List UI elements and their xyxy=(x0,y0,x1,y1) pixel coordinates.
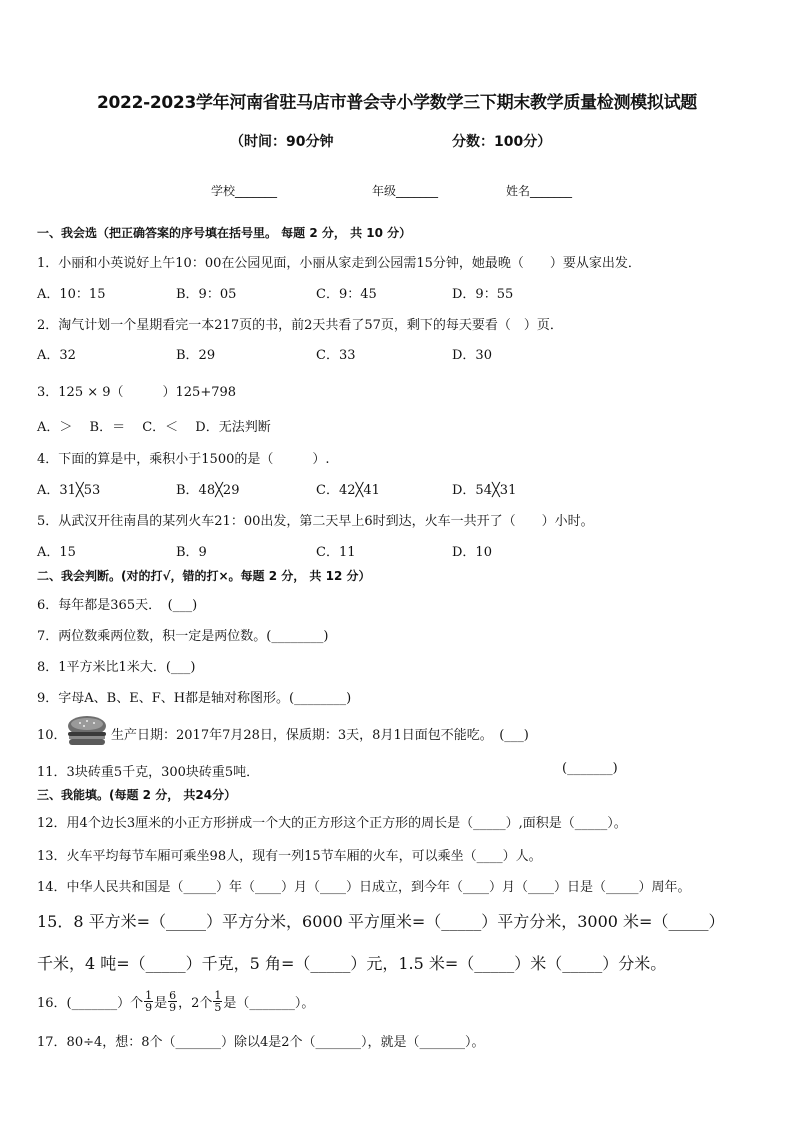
q3-options: A．＞ B．＝ C．＜ D．无法判断 xyxy=(37,420,271,435)
q16-part-b: 是 xyxy=(154,996,168,1011)
question-13: 13．火车平均每节车厢可乘坐98人，现有一列15节车厢的火车，可以乘坐（____）人。 xyxy=(37,849,542,864)
question-2: 2．淘气计划一个星期看完一本217页的书，前2天共看了57页，剩下的每天要看（ ）页． xyxy=(37,318,563,333)
section-heading-3: 三、我能填。(每题 2 分， 共24分） xyxy=(37,788,237,802)
question-1: 1．小丽和小英说好上午10：00在公园见面，小丽从家走到公园需15分钟，她最晚（ ）要从家出发． xyxy=(37,256,641,271)
q2-option-b: B．29 xyxy=(176,348,216,363)
q4-option-c: C．42╳41 xyxy=(316,483,380,498)
q16-part-c: ，2个 xyxy=(178,996,213,1011)
q5-option-c: C．11 xyxy=(316,545,356,560)
question-6: 6．每年都是365天． (___) xyxy=(37,598,198,613)
q4-option-a: A．31╳53 xyxy=(37,483,101,498)
fraction-numerator: 1 xyxy=(145,989,153,1002)
question-5: 5．从武汉开往南昌的某列火车21：00出发，第二天早上6时到达，火车一共开了（ ）小时。 xyxy=(37,514,594,529)
question-10: 生产日期：2017年7月28日，保质期：3天，8月1日面包不能吃。 (___) xyxy=(111,728,529,743)
q2-option-a: A．32 xyxy=(37,348,76,363)
q1-option-d: D．9：55 xyxy=(452,287,514,302)
q16-part-d: 是（_______）。 xyxy=(223,996,315,1011)
exam-time: （时间：90分钟 xyxy=(230,134,334,150)
question-3: 3．125 × 9（ ）125+798 xyxy=(37,385,237,400)
question-15-line-2: 千米，4 吨=（_____）千克，5 角=（_____）元，1.5 米=（_____）米（_____）分米。 xyxy=(37,954,667,973)
q2-option-d: D．30 xyxy=(452,348,492,363)
question-11: 11．3块砖重5千克，300块砖重5吨． xyxy=(37,765,260,780)
grade-field: 年级_______ xyxy=(372,184,439,198)
q5-option-a: A．15 xyxy=(37,545,76,560)
q1-option-c: C．9：45 xyxy=(316,287,377,302)
exam-score: 分数：100分） xyxy=(452,134,552,150)
question-14: 14．中华人民共和国是（_____）年（____）月（____）日成立，到今年（____）月（____）日是（_____）周年。 xyxy=(37,880,691,895)
q5-option-b: B．9 xyxy=(176,545,207,560)
fraction-one-ninth xyxy=(144,990,153,1013)
fraction-one-fifth xyxy=(213,990,222,1013)
q16-part-a: 16．(_______）个 xyxy=(37,996,144,1011)
question-4: 4．下面的算是中，乘积小于1500的是（ ）. xyxy=(37,452,330,467)
q5-option-d: D．10 xyxy=(452,545,492,560)
q11-answer-blank: (_______) xyxy=(562,761,618,776)
section-heading-1: 一、我会选（把正确答案的序号填在括号里。 每题 2 分， 共 10 分） xyxy=(37,226,412,240)
question-10-number: 10． xyxy=(37,728,67,743)
q1-option-a: A．10：15 xyxy=(37,287,106,302)
fraction-denominator: 9 xyxy=(145,1001,153,1014)
fraction-numerator: 1 xyxy=(214,989,222,1002)
fraction-numerator: 6 xyxy=(169,989,177,1002)
question-9: 9．字母A、B、E、F、H都是轴对称图形。(________) xyxy=(37,691,352,706)
name-field: 姓名_______ xyxy=(506,184,573,198)
q2-option-c: C．33 xyxy=(316,348,356,363)
question-8: 8．1平方米比1米大．(___) xyxy=(37,660,196,675)
q1-option-b: B．9：05 xyxy=(176,287,237,302)
q4-option-d: D．54╳31 xyxy=(452,483,517,498)
fraction-denominator: 9 xyxy=(169,1001,177,1014)
school-field: 学校_______ xyxy=(211,184,278,198)
question-15-line-1: 15．8 平方米=（_____）平方分米，6000 平方厘米=（_____）平方分米，3000 米=（_____） xyxy=(37,912,725,931)
section-heading-2: 二、我会判断。(对的打√，错的打×。每题 2 分， 共 12 分） xyxy=(37,569,371,583)
question-7: 7．两位数乘两位数，积一定是两位数。(________) xyxy=(37,629,329,644)
q4-option-b: B．48╳29 xyxy=(176,483,240,498)
question-12: 12．用4个边长3厘米的小正方形拼成一个大的正方形这个正方形的周长是（_____）,面积是（_____）。 xyxy=(37,816,627,831)
bread-icon xyxy=(65,715,109,749)
fraction-six-ninths xyxy=(168,990,177,1013)
page-title: 2022-2023学年河南省驻马店市普会寺小学数学三下期末教学质量检测模拟试题 xyxy=(97,93,697,113)
fraction-denominator: 5 xyxy=(214,1001,222,1014)
question-17: 17．80÷4，想：8个（_______）除以4是2个（_______），就是（_______）。 xyxy=(37,1035,485,1050)
question-16 xyxy=(37,990,314,1013)
